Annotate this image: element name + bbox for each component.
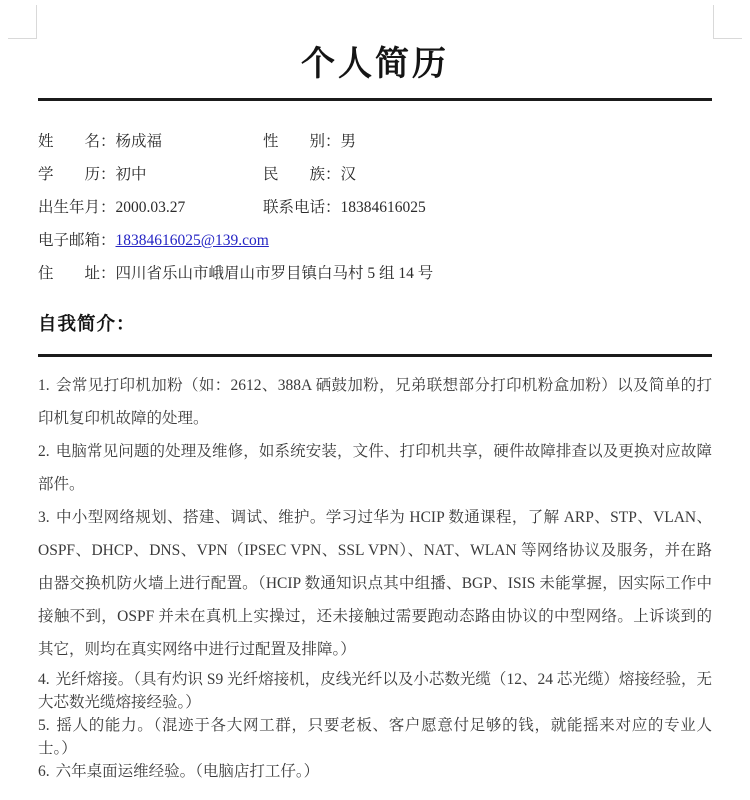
- field-education-label: 学 历：: [38, 166, 116, 183]
- list-item-5: [38, 714, 712, 760]
- field-birthdate: [38, 191, 263, 224]
- list-item-4-text: 光纤熔接。（具有灼识 S9 光纤熔接机，皮线光纤以及小芯数光缆（12、24 芯光缆）熔接经验，无大芯数光缆熔接经验。）: [38, 671, 712, 711]
- field-address: [38, 257, 433, 290]
- list-item-1-text: 会常见打印机加粉（如：2612、388A 硒鼓加粉，兄弟联想部分打印机粉盒加粉）以及简单的打印机复印机故障的处理。: [38, 377, 712, 427]
- list-item-4: [38, 668, 712, 714]
- email-link[interactable]: 18384616025@139.com: [115, 232, 269, 249]
- field-email: [38, 224, 269, 257]
- personal-info-fields: [38, 125, 712, 290]
- list-item-3-number: 3.: [38, 509, 50, 526]
- list-item-3-text: 中小型网络规划、搭建、调试、维护。学习过华为 HCIP 数通课程，了解 ARP、STP、VLAN、OSPF、DHCP、DNS、VPN（IPSEC VPN、SSL VPN）、NAT、WLAN 等网络协议及服务，并在路由器交换机防火墙上进行配置。（HCIP 数通知识点其中组播、BGP、ISIS 未能掌握，因实际工作中接触不到，OSPF 并未在真机上实操过，还未接触过需要跑动态路由协议的中型网络。上诉谈到的其它，则均在真实网络中进行过配置及排障。）: [38, 509, 712, 658]
- page-margin-mark-top-left: [8, 5, 37, 39]
- field-email-label: 电子邮箱：: [38, 232, 116, 249]
- list-item-2-text: 电脑常见问题的处理及维修，如系统安装，文件、打印机共享，硬件故障排查以及更换对应故障部件。: [38, 443, 712, 493]
- field-gender: [263, 125, 712, 158]
- title-divider-line: [38, 98, 712, 101]
- field-row-birthdate-phone: [38, 191, 712, 224]
- field-education-value: 初中: [115, 166, 147, 183]
- field-gender-value: 男: [340, 133, 357, 150]
- self-introduction-list: [38, 369, 712, 783]
- list-item-2: [38, 435, 712, 501]
- field-ethnicity: [263, 158, 712, 191]
- field-row-email: [38, 224, 712, 257]
- list-item-5-number: 5.: [38, 717, 50, 734]
- field-row-name-gender: [38, 125, 712, 158]
- page-title: 个人简历: [301, 46, 449, 83]
- field-row-education-ethnicity: [38, 158, 712, 191]
- field-gender-label: 性 别：: [263, 133, 341, 150]
- field-phone-label: 联系电话：: [263, 199, 341, 216]
- field-education: [38, 158, 263, 191]
- field-birthdate-label: 出生年月：: [38, 199, 116, 216]
- field-name: [38, 125, 263, 158]
- section-divider-line: [38, 354, 712, 357]
- field-ethnicity-value: 汉: [340, 166, 357, 183]
- self-introduction-heading: 自我简介：: [38, 315, 136, 335]
- field-address-label: 住 址：: [38, 265, 116, 282]
- page-margin-mark-top-right: [713, 5, 742, 39]
- list-item-5-text: 摇人的能力。（混迹于各大网工群，只要老板、客户愿意付足够的钱，就能摇来对应的专业人士。）: [38, 717, 712, 757]
- list-item-6-number: 6.: [38, 763, 50, 780]
- list-item-3: [38, 501, 712, 666]
- list-item-6: [38, 760, 712, 783]
- field-phone: [263, 191, 712, 224]
- field-name-label: 姓 名：: [38, 133, 116, 150]
- list-item-2-number: 2.: [38, 443, 50, 460]
- list-item-4-number: 4.: [38, 671, 50, 688]
- field-phone-value: 18384616025: [340, 199, 426, 216]
- list-item-6-text: 六年桌面运维经验。（电脑店打工仔。）: [55, 763, 320, 780]
- field-row-address: [38, 257, 712, 290]
- field-birthdate-value: 2000.03.27: [115, 199, 186, 216]
- list-item-1: [38, 369, 712, 435]
- field-address-value: 四川省乐山市峨眉山市罗目镇白马村 5 组 14 号: [115, 265, 434, 282]
- list-item-1-number: 1.: [38, 377, 50, 394]
- field-ethnicity-label: 民 族：: [263, 166, 341, 183]
- field-name-value: 杨成福: [115, 133, 163, 150]
